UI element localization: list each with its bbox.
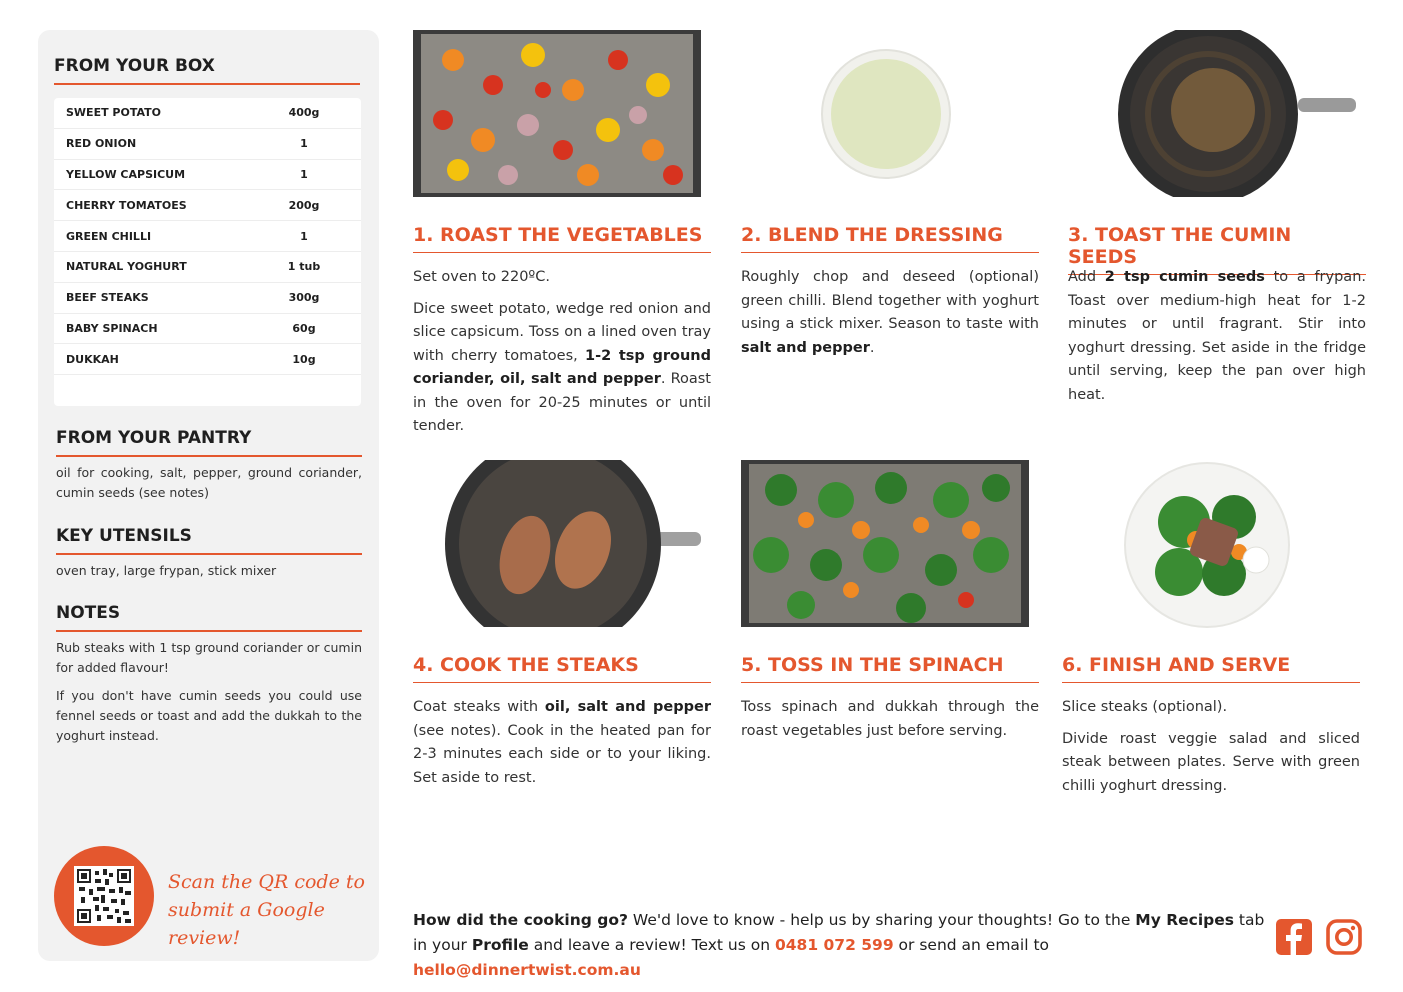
step-1-body [413, 266, 711, 447]
roast-vegetables-photo [413, 30, 701, 197]
ingredient-name: YELLOW CAPSICUM [66, 167, 186, 181]
ingredient-qty: 200g [288, 198, 320, 212]
note-2: If you don't have cumin seeds you could use fennel seeds or toast and add the dukkah to the yoghurt instead. [56, 688, 362, 743]
step-3-title: 3. TOAST THE CUMIN SEEDS [1068, 224, 1366, 275]
steaks-pan-photo [445, 460, 701, 627]
step-6-para-1: Slice steaks (optional). [1062, 699, 1228, 715]
ingredient-row [54, 283, 361, 314]
ingredient-row [54, 314, 361, 345]
step-2-para-1: Roughly chop and deseed (optional) green chilli. Blend together with yoghurt using a stick mixer. Season to taste with salt and pepper. [741, 269, 1039, 356]
ingredient-qty: 10g [292, 352, 316, 366]
dressing-bowl-photo [820, 48, 952, 180]
ingredient-row [54, 190, 361, 221]
ingredient-row [54, 129, 361, 160]
ingredient-qty: 300g [288, 291, 320, 305]
email-link[interactable]: hello@dinnertwist.com.au [413, 961, 641, 979]
step-3-para-1: Add 2 tsp cumin seeds to a frypan. Toast over medium-high heat for 1-2 minutes or until fragrant. Stir into yoghurt dressing. Set aside in the fridge until serving, keep the pan over high heat. [1068, 269, 1366, 403]
step-1-para-1: Set oven to 220ºC. [413, 269, 550, 285]
qr-text-line2: submit a Google review! [168, 899, 325, 949]
profile-link[interactable]: Profile [471, 936, 529, 954]
ingredient-row [54, 160, 361, 191]
step-4-body [413, 696, 711, 798]
ingredient-qty: 1 [300, 167, 308, 181]
finished-plate-photo [1124, 462, 1290, 628]
ingredient-qty: 1 [300, 137, 308, 151]
from-your-pantry-title: FROM YOUR PANTRY [56, 428, 362, 457]
spinach-tray-photo [741, 460, 1029, 627]
step-6-body [1062, 696, 1360, 806]
ingredient-qty: 1 tub [287, 260, 321, 274]
qr-code-icon[interactable] [74, 866, 134, 926]
notes-title: NOTES [56, 603, 362, 632]
from-your-box-title: FROM YOUR BOX [54, 56, 360, 85]
ingredient-name: BABY SPINACH [66, 321, 158, 335]
ingredient-name: SWEET POTATO [66, 106, 161, 120]
step-3-body [1068, 266, 1366, 415]
qr-review-text [168, 868, 368, 952]
utensils-text: oven tray, large frypan, stick mixer [56, 563, 277, 578]
ingredient-qty: 1 [300, 229, 308, 243]
sidebar [38, 30, 379, 961]
feedback-footer: How did the cooking go? We'd love to know - help us by sharing your thoughts! Go to the My Recipes tab in your Profile and leave a review! Text us on 0481 072 599 or send an email to hello@dinnertwist.com.au [413, 911, 1265, 979]
key-utensils-title: KEY UTENSILS [56, 526, 362, 555]
instagram-icon[interactable] [1325, 918, 1363, 956]
step-4-para-1: Coat steaks with oil, salt and pepper (see notes). Cook in the heated pan for 2-3 minutes each side or to your liking. Set aside to rest. [413, 699, 711, 786]
phone-link[interactable]: 0481 072 599 [774, 936, 894, 954]
note-1: Rub steaks with 1 tsp ground coriander or cumin for added flavour! [56, 640, 362, 675]
ingredient-row [54, 252, 361, 283]
ingredient-name: NATURAL YOGHURT [66, 260, 187, 274]
ingredient-row [54, 344, 361, 375]
pantry-text: oil for cooking, salt, pepper, ground coriander, cumin seeds (see notes) [56, 465, 362, 500]
ingredients-table [54, 98, 361, 406]
ingredient-qty: 60g [292, 321, 316, 335]
qr-badge [54, 846, 154, 946]
ingredient-name: CHERRY TOMATOES [66, 198, 187, 212]
ingredient-row [54, 221, 361, 252]
ingredient-name: RED ONION [66, 137, 137, 151]
step-2-body [741, 266, 1039, 368]
ingredient-name: BEEF STEAKS [66, 291, 149, 305]
step-6-title: 6. FINISH AND SERVE [1062, 654, 1360, 683]
ingredient-row [54, 98, 361, 129]
step-5-body [741, 696, 1039, 751]
footer-lead: How did the cooking go? [413, 911, 628, 929]
step-2-title: 2. BLEND THE DRESSING [741, 224, 1039, 253]
step-4-title: 4. COOK THE STEAKS [413, 654, 711, 683]
ingredient-name: GREEN CHILLI [66, 229, 152, 243]
step-1-title: 1. ROAST THE VEGETABLES [413, 224, 711, 253]
step-5-para-1: Toss spinach and dukkah through the roast vegetables just before serving. [741, 699, 1039, 739]
facebook-icon[interactable] [1275, 918, 1313, 956]
my-recipes-link[interactable]: My Recipes [1135, 911, 1234, 929]
ingredient-qty: 400g [288, 106, 320, 120]
cumin-frypan-photo [1108, 30, 1358, 197]
ingredient-name: DUKKAH [66, 352, 119, 366]
qr-text-line1: Scan the QR code to [168, 871, 365, 893]
step-6-para-2: Divide roast veggie salad and sliced steak between plates. Serve with green chilli yoghurt dressing. [1062, 730, 1360, 794]
step-5-title: 5. TOSS IN THE SPINACH [741, 654, 1039, 683]
step-1-para-2: Dice sweet potato, wedge red onion and slice capsicum. Toss on a lined oven tray with cherry tomatoes, 1-2 tsp ground coriander, oil, salt and pepper. Roast in the oven for 20-25 minutes or until tender. [413, 300, 711, 434]
